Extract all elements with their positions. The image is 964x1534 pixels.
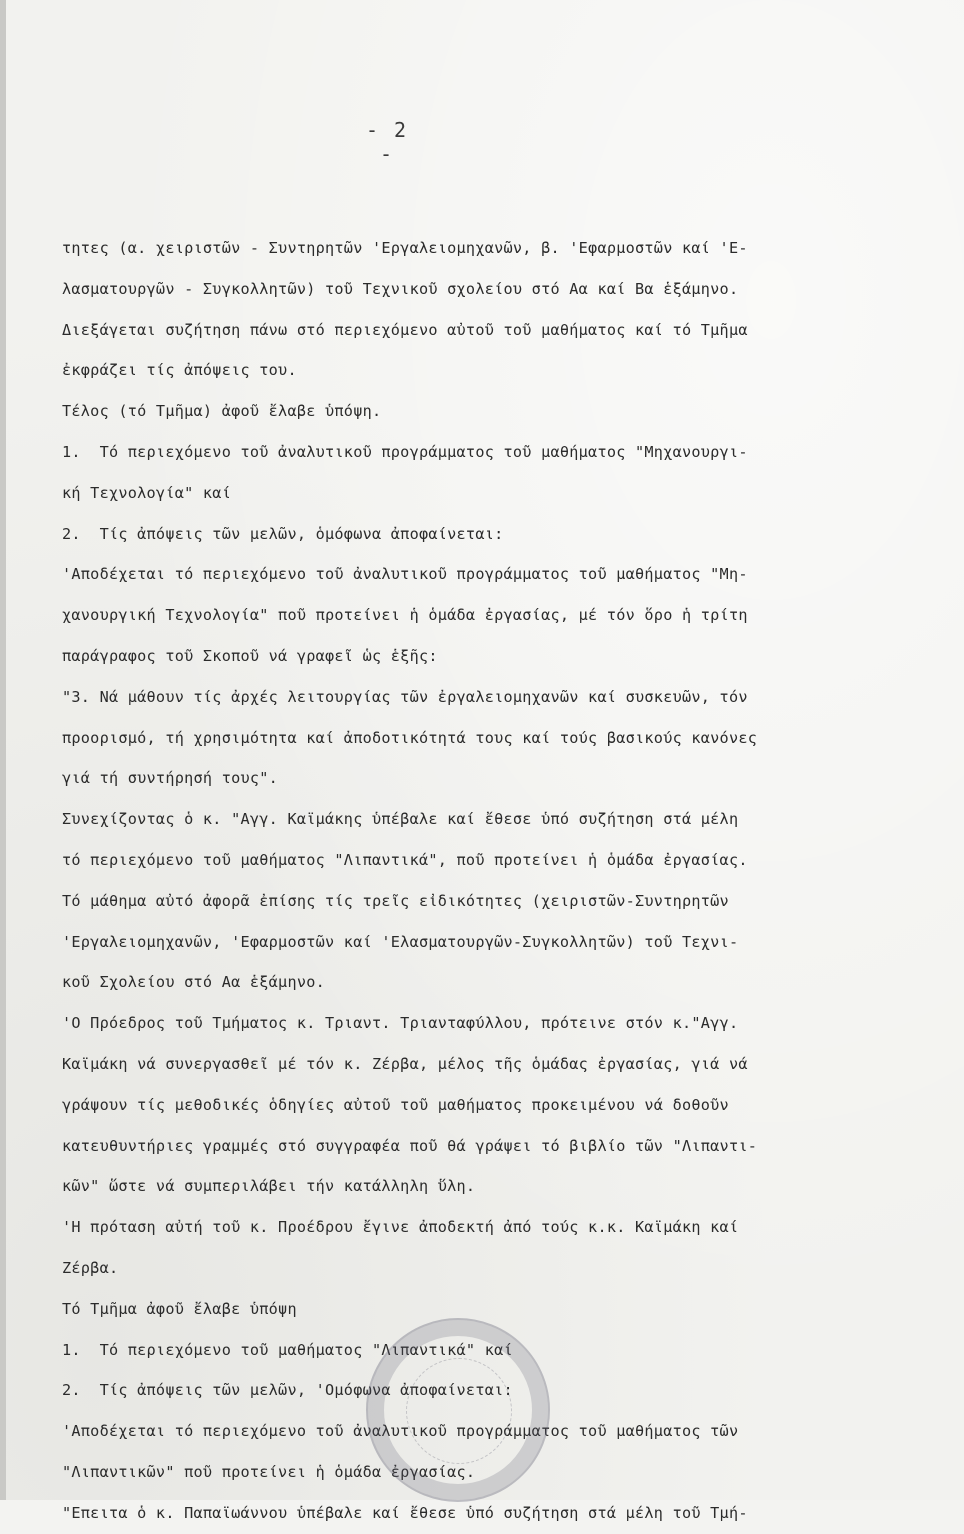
text-line: 1. Τό περιεχόμενο τοῦ ἀναλυτικοῦ προγράμματος τοῦ μαθήματος "Μηχανουργι-: [62, 442, 748, 461]
text-line: κή Τεχνολογία" καί: [62, 483, 232, 502]
text-line: τό περιεχόμενο τοῦ μαθήματος "Λιπαντικά", ποῦ προτείνει ἡ ὁμάδα ἐργασίας.: [62, 850, 748, 869]
text-line: Καϊμάκη νά συνεργασθεῖ μέ τόν κ. Ζέρβα, μέλος τῆς ὁμάδας ἐργασίας, γιά νά: [62, 1054, 748, 1073]
text-line: 'Αποδέχεται τό περιεχόμενο τοῦ ἀναλυτικοῦ προγράμματος τοῦ μαθήματος "Μη-: [62, 565, 748, 584]
text-line: Διεξάγεται συζήτηση πάνω στό περιεχόμενο αὐτοῦ τοῦ μαθήματος καί τό Τμῆμα: [62, 320, 748, 339]
text-line: 2. Τίς ἀπόψεις τῶν μελῶν, 'Ομόφωνα ἀποφαίνεται:: [62, 1381, 513, 1400]
text-line: γιά τή συντήρησή τους".: [62, 769, 279, 788]
text-line: Ζέρβα.: [62, 1258, 119, 1277]
text-line: 2. Τίς ἀπόψεις τῶν μελῶν, ὁμόφωνα ἀποφαίνεται:: [62, 524, 504, 543]
page-number: - 2 -: [365, 118, 409, 166]
text-line: παράγραφος τοῦ Σκοποῦ νά γραφεῖ ὡς ἑξῆς:: [62, 646, 438, 665]
text-line: κῶν" ὥστε νά συμπεριλάβει τήν κατάλληλη ὕλη.: [62, 1177, 476, 1196]
text-line: κατευθυντήριες γραμμές στό συγγραφέα ποῦ θά γράψει τό βιβλίο τῶν "Λιπαντι-: [62, 1136, 758, 1155]
text-line: 'Εργαλειομηχανῶν, 'Εφαρμοστῶν καί 'Ελασματουργῶν-Συγκολλητῶν) τοῦ Τεχνι-: [62, 932, 739, 951]
text-line: ἐκφράζει τίς ἀπόψεις του.: [62, 361, 297, 380]
text-line: "Επειτα ὁ κ. Παπαϊωάννου ὑπέβαλε καί ἔθεσε ὑπό συζήτηση στά μέλη τοῦ Τμή-: [62, 1503, 748, 1522]
text-line: 'Η πρόταση αὐτή τοῦ κ. Προέδρου ἔγινε ἀποδεκτή ἀπό τούς κ.κ. Καϊμάκη καί: [62, 1218, 739, 1237]
text-line: Συνεχίζοντας ὁ κ. "Αγγ. Καϊμάκης ὑπέβαλε καί ἔθεσε ὑπό συζήτηση στά μέλη: [62, 810, 739, 829]
text-line: προορισμό, τή χρησιμότητα καί ἀποδοτικότητά τους καί τούς βασικούς κανόνες: [62, 728, 758, 747]
text-line: 1. Τό περιεχόμενο τοῦ μαθήματος "Λιπαντικά" καί: [62, 1340, 513, 1359]
text-line: χανουργική Τεχνολογία" ποῦ προτείνει ἡ ὁμάδα ἐργασίας, μέ τόν ὅρο ἡ τρίτη: [62, 606, 748, 625]
text-line: κοῦ Σχολείου στό Αα ἑξάμηνο.: [62, 973, 326, 992]
text-line: "3. Νά μάθουν τίς ἀρχές λειτουργίας τῶν ἐργαλειομηχανῶν καί συσκευῶν, τόν: [62, 687, 748, 706]
text-line: Τό μάθημα αὐτό ἀφορᾶ ἐπίσης τίς τρεῖς εἰδικότητες (χειριστῶν-Συντηρητῶν: [62, 891, 729, 910]
text-line: Τέλος (τό Τμῆμα) ἀφοῦ ἔλαβε ὑπόψη.: [62, 402, 382, 421]
text-line: "Λιπαντικῶν" ποῦ προτείνει ἡ ὁμάδα ἐργασίας.: [62, 1462, 476, 1481]
text-line: Τό Τμῆμα ἀφοῦ ἔλαβε ὑπόψη: [62, 1299, 297, 1318]
text-line: γράψουν τίς μεθοδικές ὁδηγίες αὐτοῦ τοῦ μαθήματος προκειμένου νά δοθοῦν: [62, 1095, 729, 1114]
text-line: 'Αποδέχεται τό περιεχόμενο τοῦ ἀναλυτικοῦ προγράμματος τοῦ μαθήματος τῶν: [62, 1422, 739, 1441]
text-line: λασματουργῶν - Συγκολλητῶν) τοῦ Τεχνικοῦ σχολείου στό Αα καί Βα ἑξάμηνο.: [62, 279, 739, 298]
text-line: τητες (α. χειριστῶν - Συντηρητῶν 'Εργαλειομηχανῶν, β. 'Εφαρμοστῶν καί 'Ε-: [62, 239, 748, 257]
text-line: 'Ο Πρόεδρος τοῦ Τμήματος κ. Τριαντ. Τριανταφύλλου, πρότεινε στόν κ."Αγγ.: [62, 1014, 739, 1033]
document-body: [62, 228, 932, 1534]
page-edge: [0, 0, 6, 1500]
